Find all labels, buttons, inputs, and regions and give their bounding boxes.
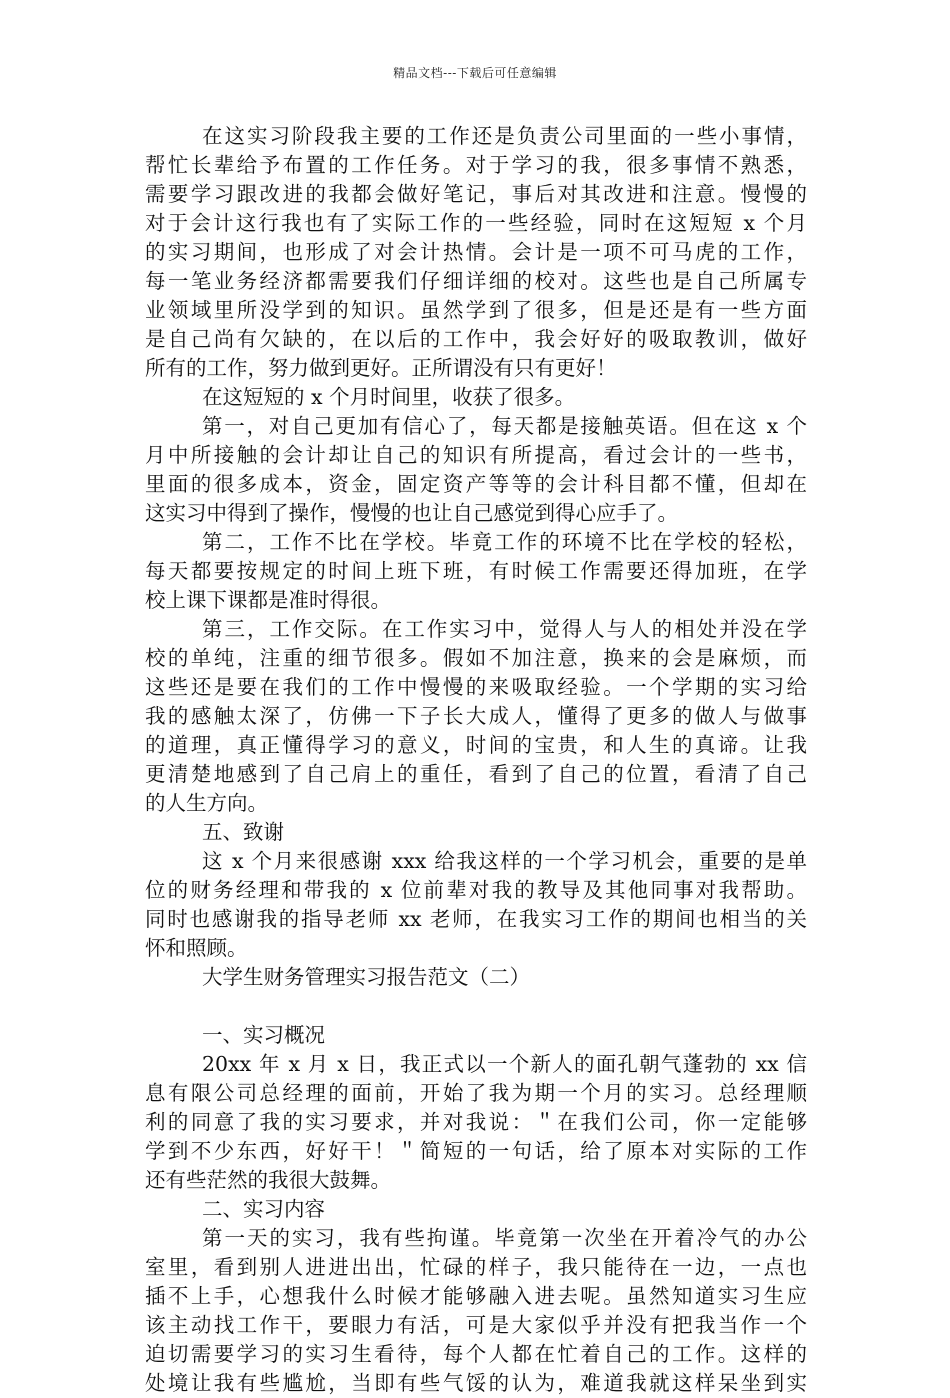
text-line: 怀和照顾。 (145, 936, 248, 960)
text-line: 20xx 年 x 月 x 日，我正式以一个新人的面孔朝气蓬勃的 xx 信 (202, 1052, 807, 1076)
text-line: 同时也感谢我的指导老师 xx 老师，在我实习工作的期间也相当的关 (145, 907, 807, 931)
text-line: 每天都要按规定的时间上班下班，有时候工作需要还得加班，在学 (145, 559, 807, 583)
text-line: 室里，看到别人进进出出，忙碌的样子，我只能待在一边，一点也 (145, 1255, 807, 1279)
text-line: 第三，工作交际。在工作实习中，觉得人与人的相处并没在学 (202, 617, 807, 641)
text-line: 更清楚地感到了自己肩上的重任，看到了自己的位置，看清了自己 (145, 762, 807, 786)
text-line: 利的同意了我的实习要求，并对我说：＂在我们公司，你一定能够 (145, 1110, 807, 1134)
text-line: 校的单纯，注重的细节很多。假如不加注意，换来的会是麻烦，而 (145, 646, 807, 670)
text-line: 校上课下课都是准时得很。 (145, 588, 391, 612)
text-line: 每一笔业务经济都需要我们仔细详细的校对。这些也是自己所属专 (145, 269, 807, 293)
text-line: 第二，工作不比在学校。毕竟工作的环境不比在学校的轻松， (202, 530, 807, 554)
text-line: 第一天的实习，我有些拘谨。毕竟第一次坐在开着冷气的办公 (202, 1226, 807, 1250)
text-line: 我的感触太深了，仿佛一下子长大成人，懂得了更多的做人与做事 (145, 704, 807, 728)
text-line: 五、致谢 (202, 820, 284, 844)
text-line: 的道理，真正懂得学习的意义，时间的宝贵，和人生的真谛。让我 (145, 733, 807, 757)
text-line: 在这实习阶段我主要的工作还是负责公司里面的一些小事情， (202, 124, 807, 148)
text-line: 所有的工作，努力做到更好。正所谓没有只有更好！ (145, 356, 617, 380)
text-line: 该主动找工作干，要眼力有活，可是大家似乎并没有把我当作一个 (145, 1313, 807, 1337)
text-line: 的人生方向。 (145, 791, 268, 815)
text-line: 这些还是要在我们的工作中慢慢的来吸取经验。一个学期的实习给 (145, 675, 807, 699)
text-line: 帮忙长辈给予布置的工作任务。对于学习的我，很多事情不熟悉， (145, 153, 807, 177)
text-line: 插不上手，心想我什么时候才能够融入进去呢。虽然知道实习生应 (145, 1284, 807, 1308)
document-body (145, 122, 807, 1398)
text-line: 学到不少东西，好好干！＂简短的一句话，给了原本对实际的工作 (145, 1139, 807, 1163)
page-header: 精品文档---下载后可任意编辑 (393, 66, 557, 80)
text-line: 对于会计这行我也有了实际工作的一些经验，同时在这短短 x 个月 (145, 211, 807, 235)
text-line: 是自己尚有欠缺的，在以后的工作中，我会好好的吸取教训，做好 (145, 327, 807, 351)
blank-line (145, 992, 807, 1021)
text-line: 一、实习概况 (202, 1023, 325, 1047)
text-line: 的实习期间，也形成了对会计热情。会计是一项不可马虎的工作， (145, 240, 807, 264)
text-line: 月中所接触的会计却让自己的知识有所提高，看过会计的一些书， (145, 443, 807, 467)
text-line: 这实习中得到了操作，慢慢的也让自己感觉到得心应手了。 (145, 501, 678, 525)
text-line: 位的财务经理和带我的 x 位前辈对我的教导及其他同事对我帮助。 (145, 878, 807, 902)
text-line: 处境让我有些尴尬，当即有些气馁的认为，难道我就这样呆坐到实 (145, 1371, 807, 1395)
text-line: 这 x 个月来很感谢 xxx 给我这样的一个学习机会，重要的是单 (202, 849, 807, 873)
text-line: 还有些茫然的我很大鼓舞。 (145, 1168, 391, 1192)
text-line: 息有限公司总经理的面前，开始了我为期一个月的实习。总经理顺 (145, 1081, 807, 1105)
text-line: 在这短短的 x 个月时间里，收获了很多。 (202, 385, 576, 409)
text-line: 里面的很多成本，资金，固定资产等等的会计科目都不懂，但却在 (145, 472, 807, 496)
text-line: 业领域里所没学到的知识。虽然学到了很多，但是还是有一些方面 (145, 298, 807, 322)
text-line: 大学生财务管理实习报告范文（二） (202, 965, 530, 989)
text-line: 迫切需要学习的实习生看待，每个人都在忙着自己的工作。这样的 (145, 1342, 807, 1366)
text-line: 二、实习内容 (202, 1197, 325, 1221)
text-line: 第一，对自己更加有信心了，每天都是接触英语。但在这 x 个 (202, 414, 807, 438)
text-line: 需要学习跟改进的我都会做好笔记，事后对其改进和注意。慢慢的 (145, 182, 807, 206)
